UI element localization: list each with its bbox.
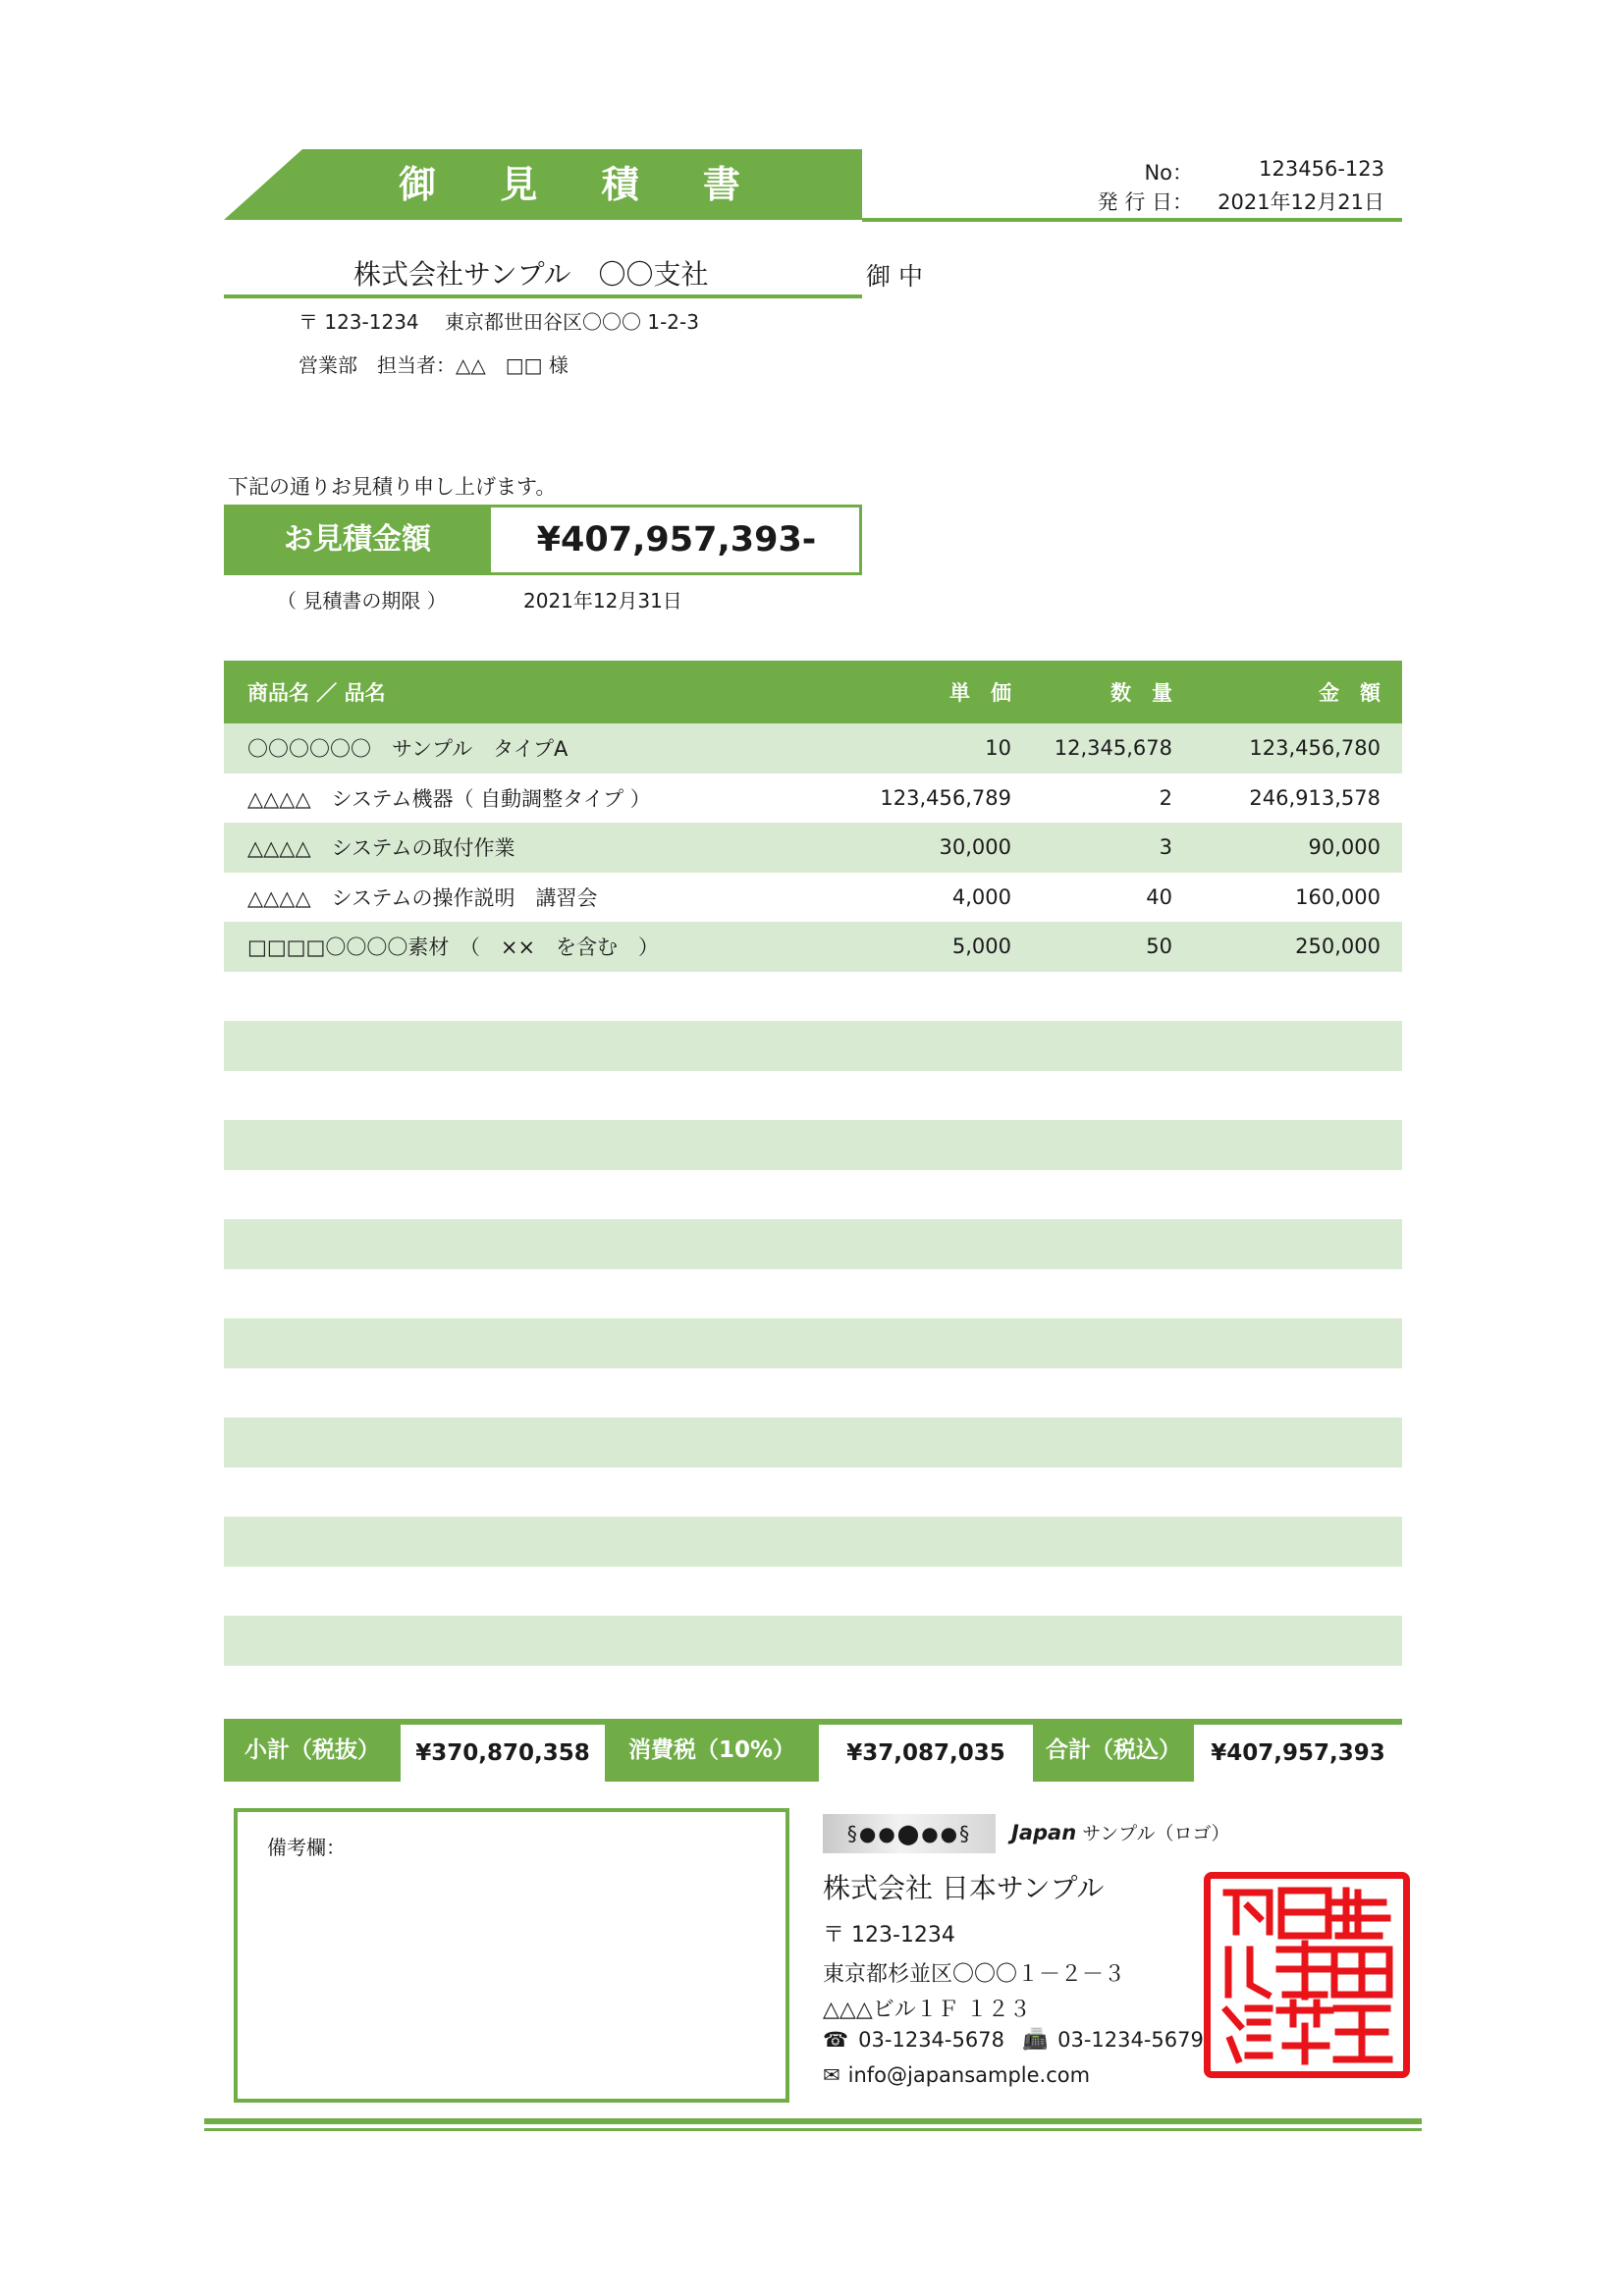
company-address2: △△△ビル１Ｆ １２３ bbox=[823, 1998, 1031, 2022]
item-name: □□□□〇〇〇〇素材 （ ×× を含む ） bbox=[247, 935, 660, 960]
remarks-box[interactable] bbox=[234, 1808, 789, 2103]
quote-no-value: 123456-123 bbox=[1259, 157, 1384, 181]
remarks-label: 備考欄： bbox=[267, 1836, 346, 1859]
item-name: △△△△ システム機器（ 自動調整タイプ ） bbox=[247, 786, 651, 811]
table-row bbox=[224, 1468, 1402, 1518]
logo-word: Japan bbox=[1011, 1821, 1077, 1844]
item-price: 123,456,789 bbox=[880, 785, 1011, 810]
item-amount: 90,000 bbox=[1308, 835, 1380, 860]
company-logo: §●●⬤●●§ bbox=[823, 1814, 996, 1853]
item-price: 10 bbox=[985, 736, 1011, 761]
table-row bbox=[224, 922, 1402, 972]
client-honorific: 御 中 bbox=[866, 262, 923, 291]
header-name: 商品名 ／ 品名 bbox=[247, 681, 386, 705]
table-row bbox=[224, 1071, 1402, 1121]
company-email: info@japansample.com bbox=[847, 2063, 1091, 2087]
totals-bar bbox=[224, 1719, 1402, 1782]
items-table bbox=[224, 661, 1402, 1715]
email-icon: ✉ bbox=[823, 2063, 840, 2087]
table-row bbox=[224, 774, 1402, 824]
header-amount: 金 額 bbox=[1319, 681, 1380, 705]
client-contact: 営業部 担当者：△△ □□ 様 bbox=[298, 353, 568, 377]
table-row bbox=[224, 1021, 1402, 1071]
amount-label: お見積金額 bbox=[224, 505, 491, 575]
subtotal-value: ¥370,870,358 bbox=[401, 1725, 605, 1782]
quote-no-label: No： bbox=[1144, 161, 1193, 185]
total-label: 合計（税込） bbox=[1046, 1737, 1181, 1763]
table-row bbox=[224, 1616, 1402, 1666]
company-phone: 03-1234-5678 bbox=[858, 2027, 1004, 2052]
table-row bbox=[224, 1170, 1402, 1220]
item-qty: 50 bbox=[1146, 934, 1172, 959]
table-row bbox=[224, 1318, 1402, 1368]
client-address: 〒 123-1234 東京都世田谷区〇〇〇 1-2-3 bbox=[298, 310, 699, 334]
item-price: 5,000 bbox=[951, 934, 1011, 959]
fax-icon: 📠 bbox=[1021, 2027, 1049, 2051]
company-postal: 〒 123-1234 bbox=[823, 1923, 955, 1948]
item-qty: 12,345,678 bbox=[1054, 736, 1172, 761]
table-row bbox=[224, 723, 1402, 774]
client-underline bbox=[224, 294, 862, 298]
item-amount: 250,000 bbox=[1295, 934, 1380, 959]
item-amount: 123,456,780 bbox=[1249, 736, 1380, 761]
item-qty: 3 bbox=[1159, 835, 1172, 860]
company-seal-stamp bbox=[1204, 1872, 1410, 2078]
table-row bbox=[224, 873, 1402, 923]
logo-suffix: サンプル（ロゴ） bbox=[1082, 1823, 1230, 1844]
header-qty: 数 量 bbox=[1110, 681, 1172, 705]
footer-divider-thin bbox=[204, 2128, 1422, 2131]
company-phone-row bbox=[823, 2027, 1204, 2052]
subtotal-label: 小計（税抜） bbox=[244, 1737, 380, 1763]
expiry-label: （ 見積書の期限 ） bbox=[277, 589, 447, 613]
issue-date-value: 2021年12月21日 bbox=[1218, 190, 1384, 214]
expiry-value: 2021年12月31日 bbox=[523, 589, 682, 613]
item-name: △△△△ システムの操作説明 講習会 bbox=[247, 885, 598, 910]
table-row bbox=[224, 972, 1402, 1022]
seal-glyphs bbox=[1211, 1879, 1403, 2071]
intro-text: 下記の通りお見積り申し上げます。 bbox=[228, 475, 557, 499]
table-row bbox=[224, 1368, 1402, 1418]
company-name: 株式会社 日本サンプル bbox=[823, 1872, 1105, 1904]
table-row bbox=[224, 1666, 1402, 1716]
document-title: 御 見 積 書 bbox=[399, 163, 766, 206]
item-amount: 246,913,578 bbox=[1249, 785, 1380, 810]
item-price: 30,000 bbox=[939, 835, 1011, 860]
item-qty: 2 bbox=[1159, 785, 1172, 810]
item-name: 〇〇〇〇〇〇 サンプル タイプA bbox=[247, 737, 568, 762]
item-price: 4,000 bbox=[951, 884, 1011, 909]
company-email-row bbox=[823, 2063, 1090, 2087]
table-row bbox=[224, 1219, 1402, 1269]
company-address1: 東京都杉並区〇〇〇１－２－３ bbox=[823, 1962, 1126, 1987]
item-qty: 40 bbox=[1146, 884, 1172, 909]
phone-icon: ☎ bbox=[823, 2027, 849, 2052]
logo-caption bbox=[1011, 1819, 1229, 1845]
tax-value: ¥37,087,035 bbox=[819, 1725, 1033, 1782]
item-amount: 160,000 bbox=[1295, 884, 1380, 909]
issue-date-label: 発 行 日： bbox=[1097, 190, 1193, 214]
header-divider bbox=[862, 218, 1402, 222]
amount-value: ¥407,957,393- bbox=[536, 520, 817, 560]
table-row bbox=[224, 1517, 1402, 1567]
table-row bbox=[224, 1417, 1402, 1468]
client-name: 株式会社サンプル 〇〇支社 bbox=[353, 258, 709, 291]
company-fax: 03-1234-5679 bbox=[1057, 2027, 1204, 2052]
table-row bbox=[224, 1567, 1402, 1617]
total-value: ¥407,957,393 bbox=[1194, 1725, 1402, 1782]
table-header bbox=[224, 661, 1402, 723]
header-price: 単 価 bbox=[949, 681, 1011, 705]
item-name: △△△△ システムの取付作業 bbox=[247, 836, 515, 861]
table-row bbox=[224, 1120, 1402, 1170]
tax-label: 消費税（10%） bbox=[627, 1737, 796, 1763]
footer-divider bbox=[204, 2118, 1422, 2124]
table-row bbox=[224, 1269, 1402, 1319]
table-row bbox=[224, 823, 1402, 873]
table-body bbox=[224, 723, 1402, 1715]
